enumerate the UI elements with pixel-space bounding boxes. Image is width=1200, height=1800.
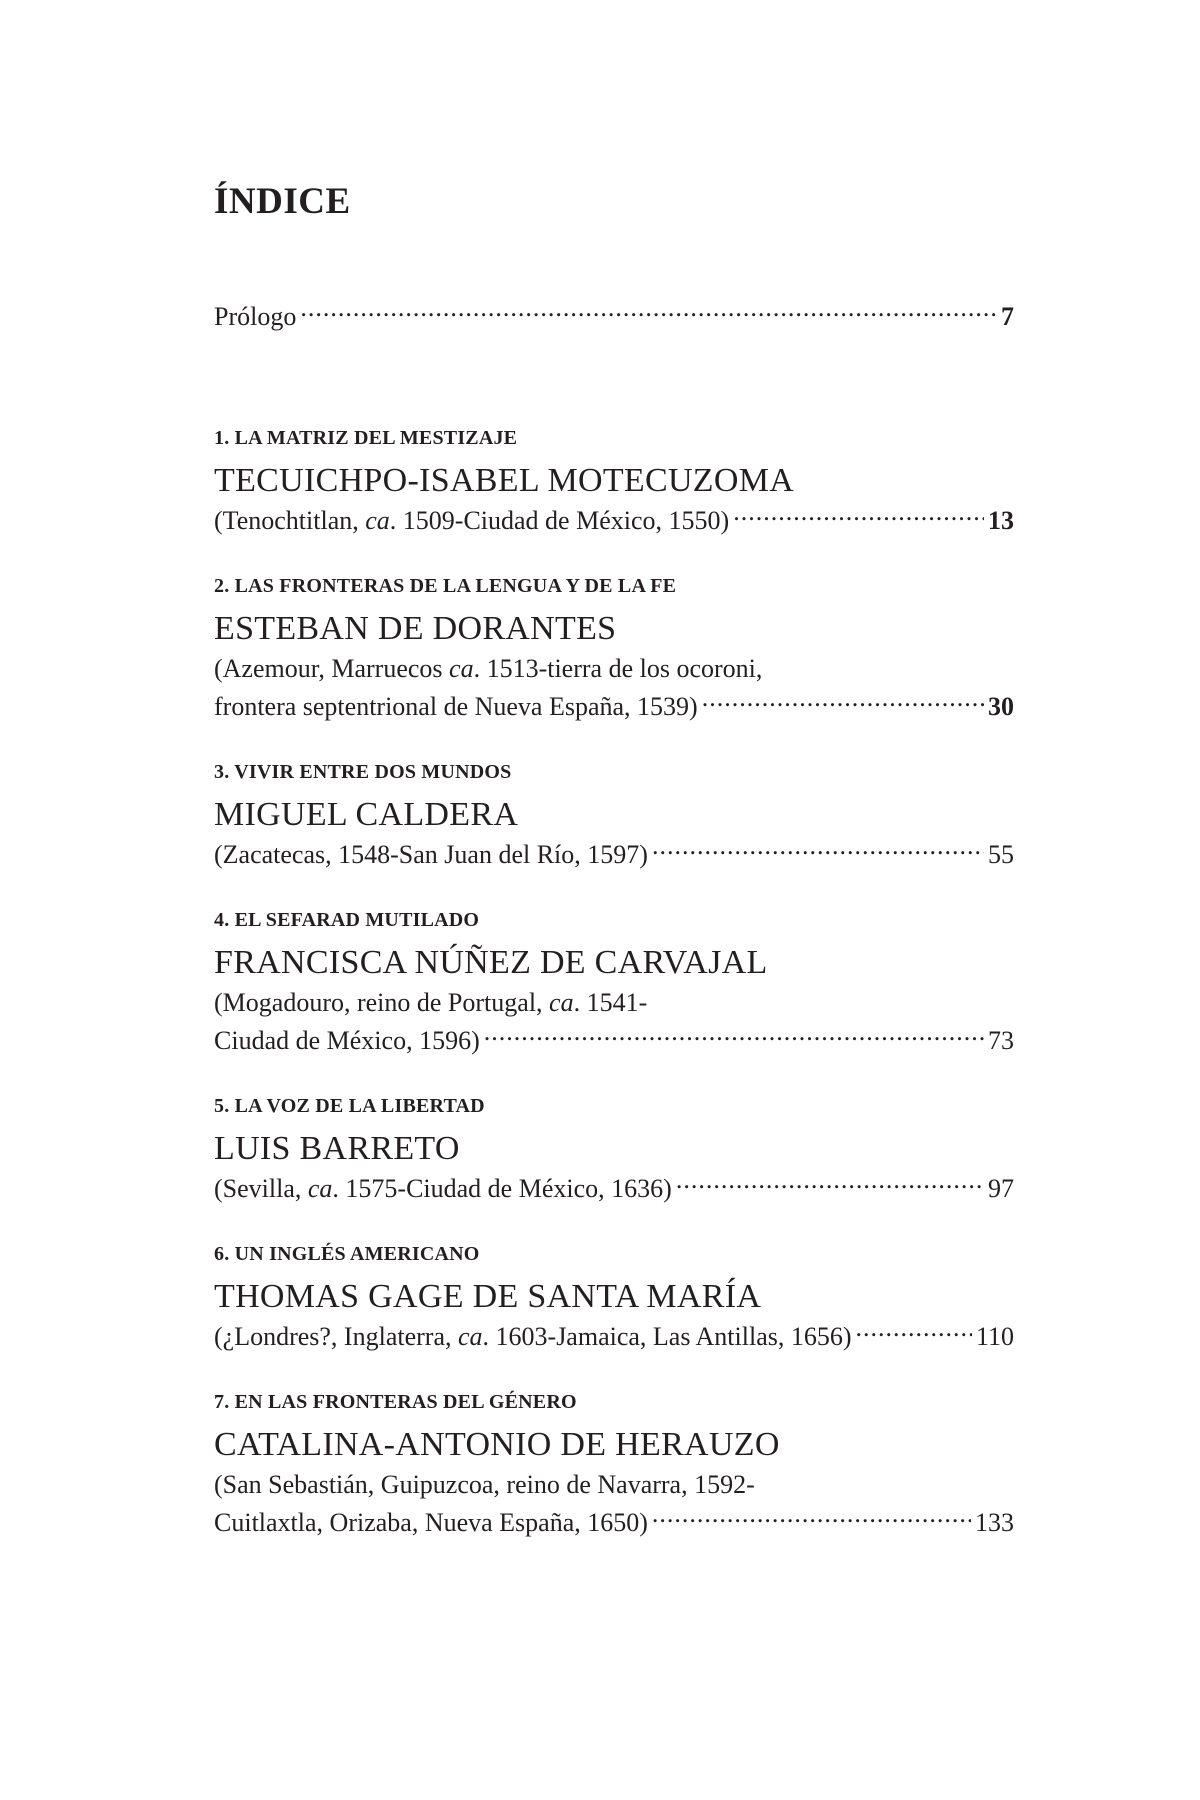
chapter-details [214, 1318, 1014, 1356]
chapter-label: 3. VIVIR ENTRE DOS MUNDOS [214, 761, 512, 783]
toc-entry-label: Prólogo [214, 302, 297, 331]
dot-leader [484, 1023, 984, 1049]
chapter-person-name: THOMAS GAGE DE SANTA MARÍA [214, 1278, 762, 1315]
dot-leader [676, 1171, 984, 1197]
table-of-contents [214, 298, 1014, 1542]
chapter-details [214, 688, 1014, 726]
chapter-7[interactable] [214, 1390, 1014, 1542]
chapter-label: 1. LA MATRIZ DEL MESTIZAJE [214, 427, 518, 449]
chapter-details [214, 502, 1014, 540]
toc-entry-prologo[interactable] [214, 298, 1014, 336]
chapter-label: 2. LAS FRONTERAS DE LA LENGUA Y DE LA FE [214, 575, 677, 597]
dot-leader [300, 299, 997, 325]
dot-leader [652, 1505, 971, 1531]
page-number: 30 [988, 692, 1014, 721]
chapter-details-text: Cuitlaxtla, Orizaba, Nueva España, 1650) [214, 1508, 648, 1537]
chapter-details-text: Ciudad de México, 1596) [214, 1026, 480, 1055]
chapter-person-name: MIGUEL CALDERA [214, 796, 519, 833]
chapter-person-name: LUIS BARRETO [214, 1130, 460, 1167]
chapter-details [214, 1170, 1014, 1208]
chapter-details [214, 836, 1014, 874]
chapter-details [214, 1022, 1014, 1060]
chapter-label: 6. UN INGLÉS AMERICANO [214, 1243, 480, 1265]
page-number: 110 [975, 1322, 1014, 1351]
page-number: 55 [988, 840, 1014, 869]
dot-leader [733, 503, 984, 529]
chapter-label: 5. LA VOZ DE LA LIBERTAD [214, 1095, 485, 1117]
chapter-details-text: (Sevilla, ca. 1575-Ciudad de México, 1636) [214, 1174, 672, 1203]
chapter-label: 4. EL SEFARAD MUTILADO [214, 909, 480, 931]
chapter-person-name: TECUICHPO-ISABEL MOTECUZOMA [214, 462, 795, 499]
dot-leader [652, 837, 984, 863]
chapter-details [214, 1504, 1014, 1542]
page-number: 7 [1001, 302, 1014, 331]
chapter-label: 7. EN LAS FRONTERAS DEL GÉNERO [214, 1391, 577, 1413]
chapter-details-text: (Tenochtitlan, ca. 1509-Ciudad de México, 1550) [214, 506, 730, 535]
page-title: ÍNDICE [214, 181, 351, 222]
chapter-details-text: (Zacatecas, 1548-San Juan del Río, 1597) [214, 840, 648, 869]
page-number: 13 [988, 506, 1014, 535]
chapter-person-name: ESTEBAN DE DORANTES [214, 610, 617, 647]
chapter-3[interactable] [214, 760, 1014, 874]
page-number: 73 [988, 1026, 1014, 1055]
chapter-details-line-1: (Mogadouro, reino de Portugal, ca. 1541- [214, 988, 648, 1017]
page-number: 133 [975, 1508, 1014, 1537]
chapter-person-name: CATALINA-ANTONIO DE HERAUZO [214, 1426, 780, 1463]
page-number: 97 [988, 1174, 1014, 1203]
dot-leader [702, 689, 984, 715]
chapter-2[interactable] [214, 574, 1014, 726]
chapter-details-text: (¿Londres?, Inglaterra, ca. 1603-Jamaica, Las Antillas, 1656) [214, 1322, 852, 1351]
chapter-details-line-1: (San Sebastián, Guipuzcoa, reino de Navarra, 1592- [214, 1470, 755, 1499]
chapter-4[interactable] [214, 908, 1014, 1060]
dot-leader [856, 1319, 972, 1345]
chapter-details-text: frontera septentrional de Nueva España, 1539) [214, 692, 698, 721]
chapter-1[interactable] [214, 426, 1014, 540]
chapter-person-name: FRANCISCA NÚÑEZ DE CARVAJAL [214, 944, 768, 981]
chapter-5[interactable] [214, 1094, 1014, 1208]
chapter-details-line-1: (Azemour, Marruecos ca. 1513-tierra de los ocoroni, [214, 654, 763, 683]
chapter-6[interactable] [214, 1242, 1014, 1356]
